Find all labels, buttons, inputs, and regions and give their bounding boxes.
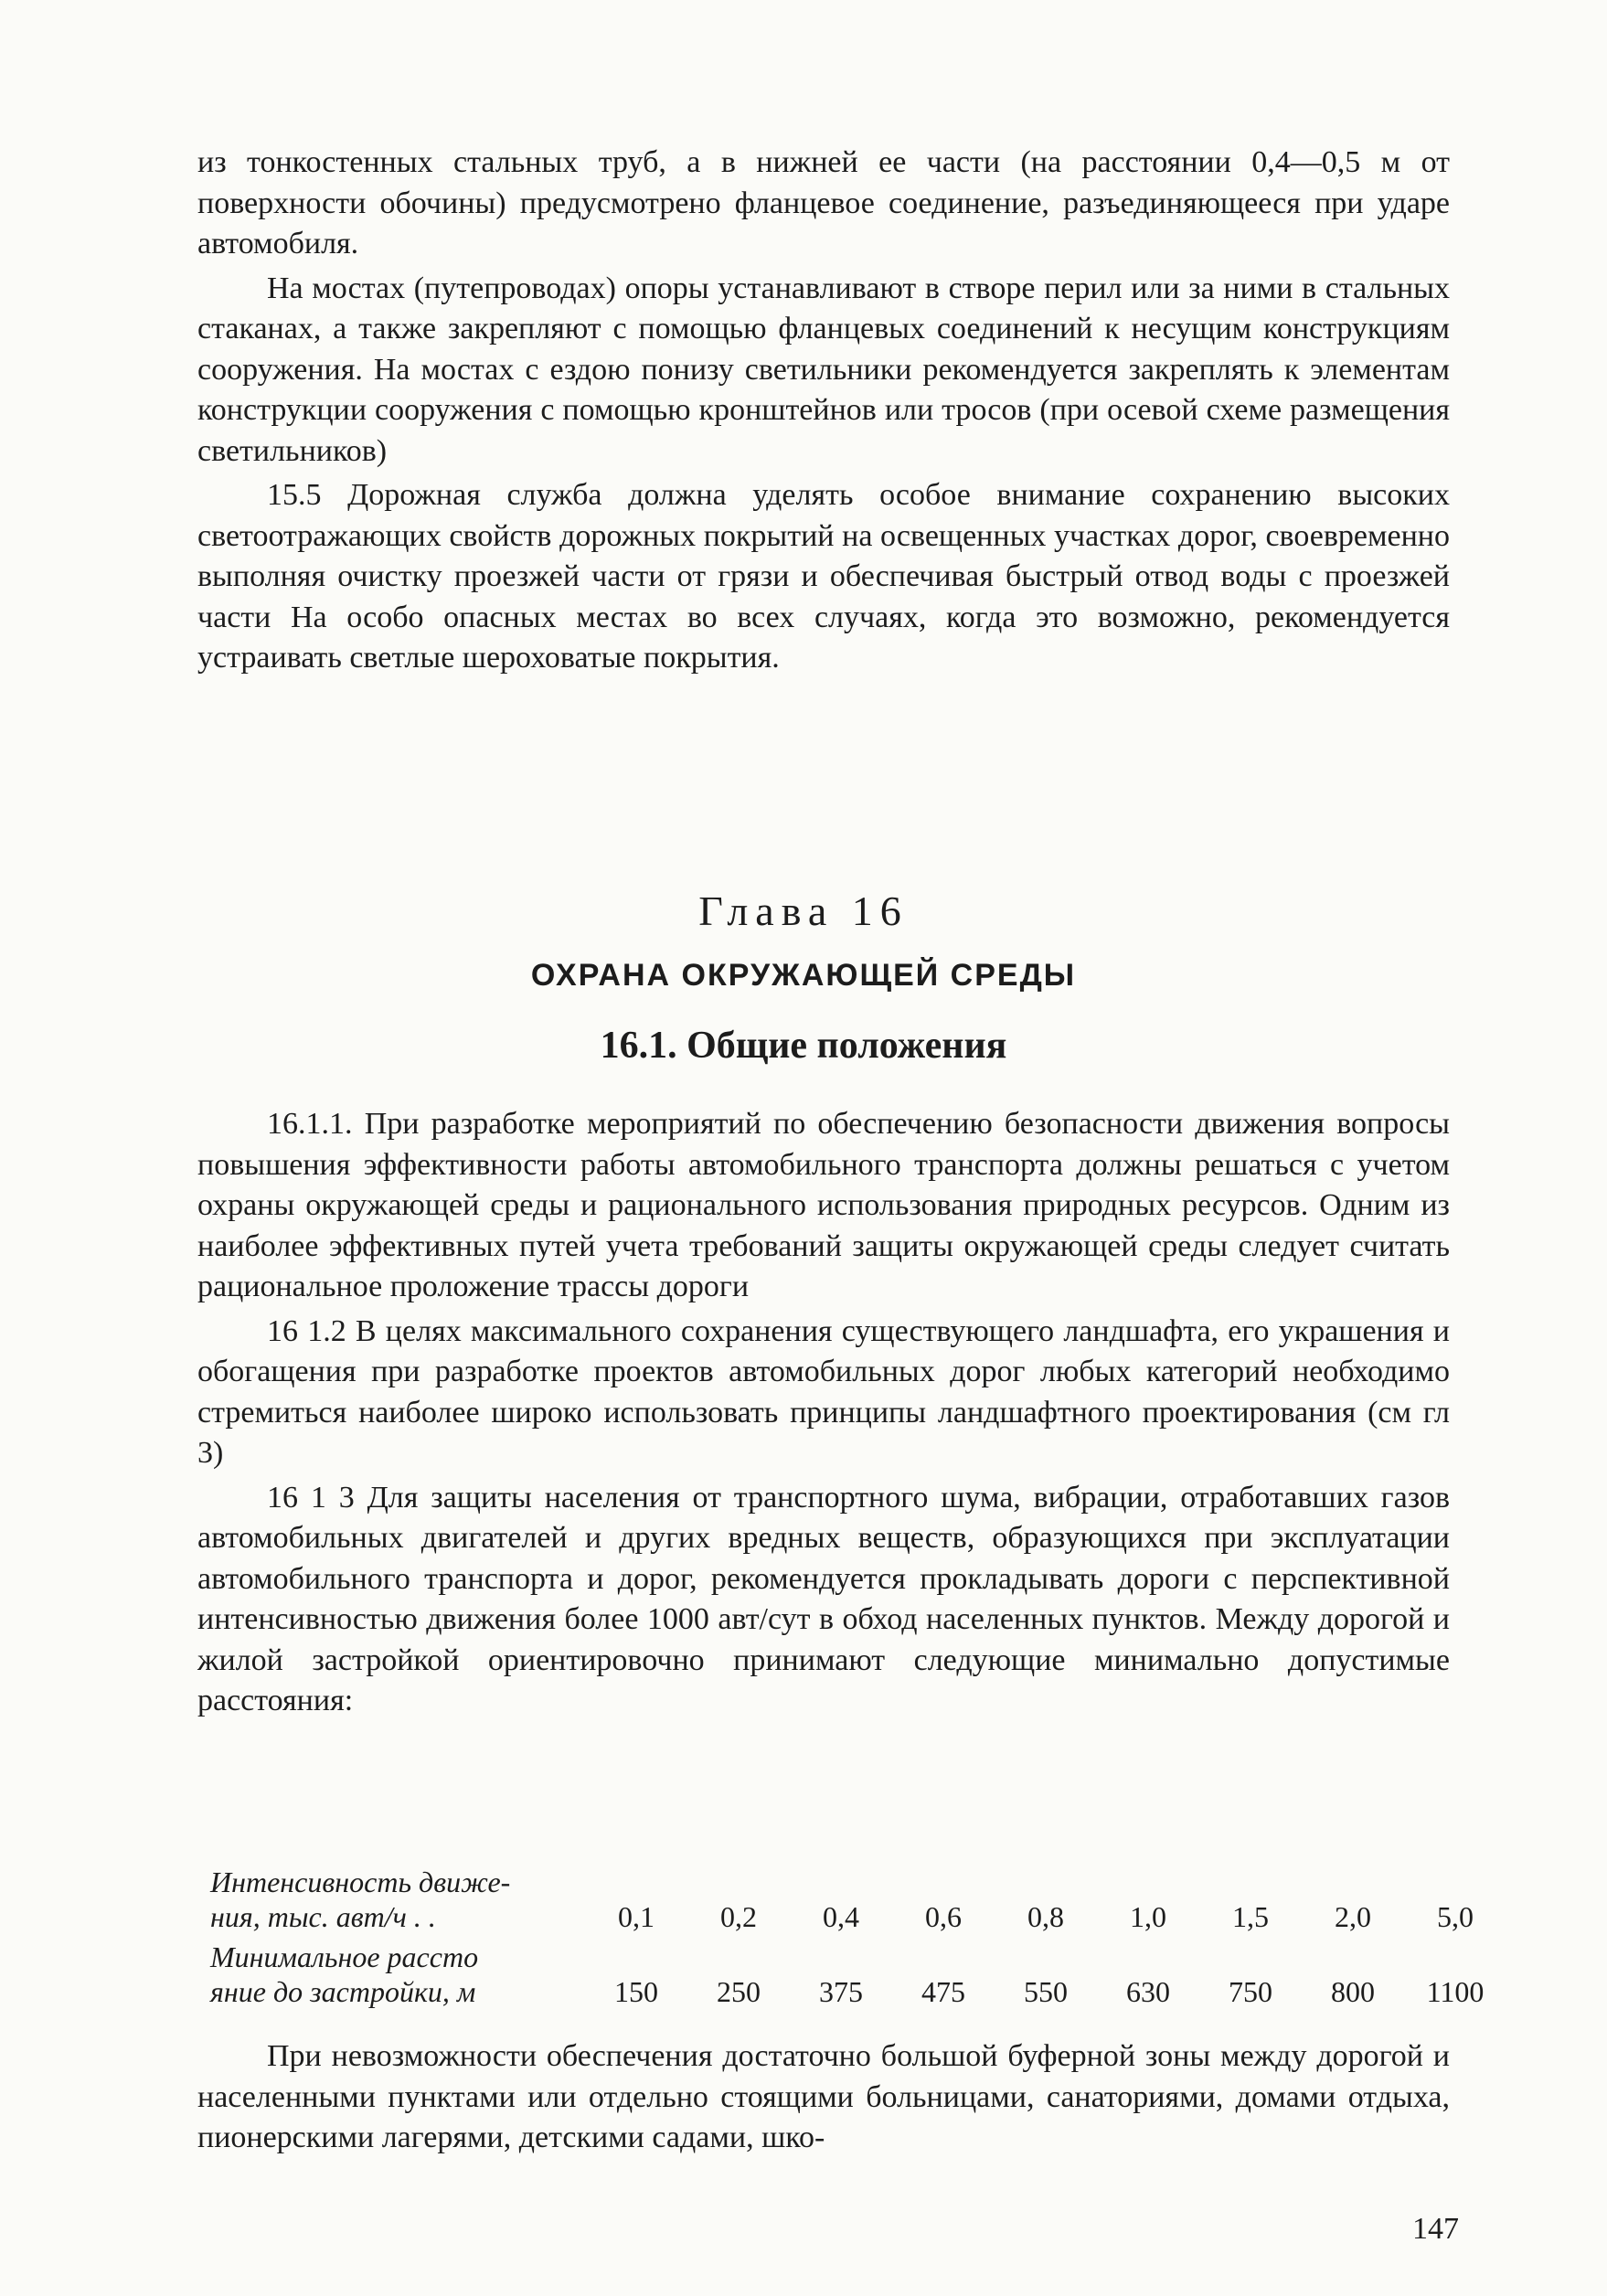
table-cell: 0,6 xyxy=(925,1900,962,1933)
section-text-block xyxy=(197,1104,1450,1722)
table-cell: 550 xyxy=(1024,1975,1068,2008)
table-cell: 250 xyxy=(717,1975,761,2008)
row-label-intensity xyxy=(210,1865,585,1934)
bottom-text-block xyxy=(197,2036,1450,2159)
table-row xyxy=(210,1934,1506,2009)
table-cell: 0,2 xyxy=(720,1900,757,1933)
table-cell: 0,4 xyxy=(823,1900,859,1933)
top-text-block xyxy=(197,143,1450,679)
table-cell: 1100 xyxy=(1426,1975,1485,2008)
table-cell: 0,8 xyxy=(1027,1900,1064,1933)
paragraph: На мостах (путепроводах) опоры устанавливают в створе перил или за ними в стальных стаканах, а также закрепляют с помощью фланцевых соединений к несущим конструкциям сооружения. На мостах с ездою понизу светильники рекомендуется закреплять к элементам конструкции сооружения с помощью кронштейнов или тросов (при осевой схеме размещения светильников) xyxy=(197,271,1450,468)
row-label-distance xyxy=(210,1934,585,2009)
row-label-line: Интенсивность движе- xyxy=(210,1866,511,1898)
table-cell: 375 xyxy=(819,1975,863,2008)
distance-table xyxy=(210,1865,1506,2009)
table-cell: 1,0 xyxy=(1130,1900,1166,1933)
paragraph: 16.1.1. При разработке мероприятий по обеспечению безопасности движения вопросы повышения эффективности работы автомобильного транспорта должны решаться с учетом охраны окружающей среды и рационального использования природных ресурсов. Одним из наиболее эффективных путей учета требований защиты окружающей среды следует считать рациональное проложение трассы дороги xyxy=(197,1107,1450,1303)
table-row xyxy=(210,1865,1506,1934)
paragraph: 16 1 3 Для защиты населения от транспортного шума, вибрации, отработавших газов автомобильных двигателей и других вредных веществ, образующихся при эксплуатации автомобильного транспорта и дорог, рекомендуется прокладывать дороги с перспективной интенсивностью движения более 1000 авт/сут в обход населенных пунктов. Между дорогой и жилой застройкой ориентировочно принимают следующие минимально допустимые расстояния: xyxy=(197,1480,1450,1717)
table-cell: 630 xyxy=(1126,1975,1170,2008)
table-cell: 2,0 xyxy=(1335,1900,1371,1933)
chapter-title: ОХРАНА ОКРУЖАЮЩЕЙ СРЕДЫ xyxy=(530,958,1077,993)
paragraph: При невозможности обеспечения достаточно большой буферной зоны между дорогой и населенными пунктами или отдельно стоящими больницами, санаториями, домами отдыха, пионерскими лагерями, детскими садами, шко- xyxy=(197,2039,1450,2154)
row-label-line: яние до застройки, м xyxy=(210,1975,476,2008)
row-label-line: ния, тыс. авт/ч . . xyxy=(210,1900,436,1933)
page-number: 147 xyxy=(1412,2212,1459,2246)
table-cell: 0,1 xyxy=(618,1900,655,1933)
table-cell: 800 xyxy=(1331,1975,1375,2008)
table-cell: 750 xyxy=(1229,1975,1272,2008)
chapter-number: Глава 16 xyxy=(698,888,909,934)
row-label-line: Минимальное рассто xyxy=(210,1940,479,1973)
paragraph: 16 1.2 В целях максимального сохранения существующего ландшафта, его украшения и обогащения при разработке проектов автомобильных дорог любых категорий необходимо стремиться наиболее широко использовать принципы ландшафтного проектирования (см гл 3) xyxy=(197,1313,1450,1470)
table-cell: 150 xyxy=(614,1975,658,2008)
table-cell: 475 xyxy=(921,1975,965,2008)
section-title: 16.1. Общие положения xyxy=(600,1025,1007,1067)
table-cell: 5,0 xyxy=(1437,1900,1474,1933)
table-cell: 1,5 xyxy=(1232,1900,1269,1933)
paragraph: из тонкостенных стальных труб, а в нижней ее части (на расстоянии 0,4—0,5 м от поверхности обочины) предусмотрено фланцевое соединение, разъединяющееся при ударе автомобиля. xyxy=(197,145,1450,260)
paragraph: 15.5 Дорожная служба должна уделять особое внимание сохранению высоких светоотражающих свойств дорожных покрытий на освещенных участках дорог, своевременно выполняя очистку проезжей части от грязи и обеспечивая быстрый отвод воды с проезжей части На особо опасных местах во всех случаях, когда это возможно, рекомендуется устраивать светлые шероховатые покрытия. xyxy=(197,478,1450,675)
